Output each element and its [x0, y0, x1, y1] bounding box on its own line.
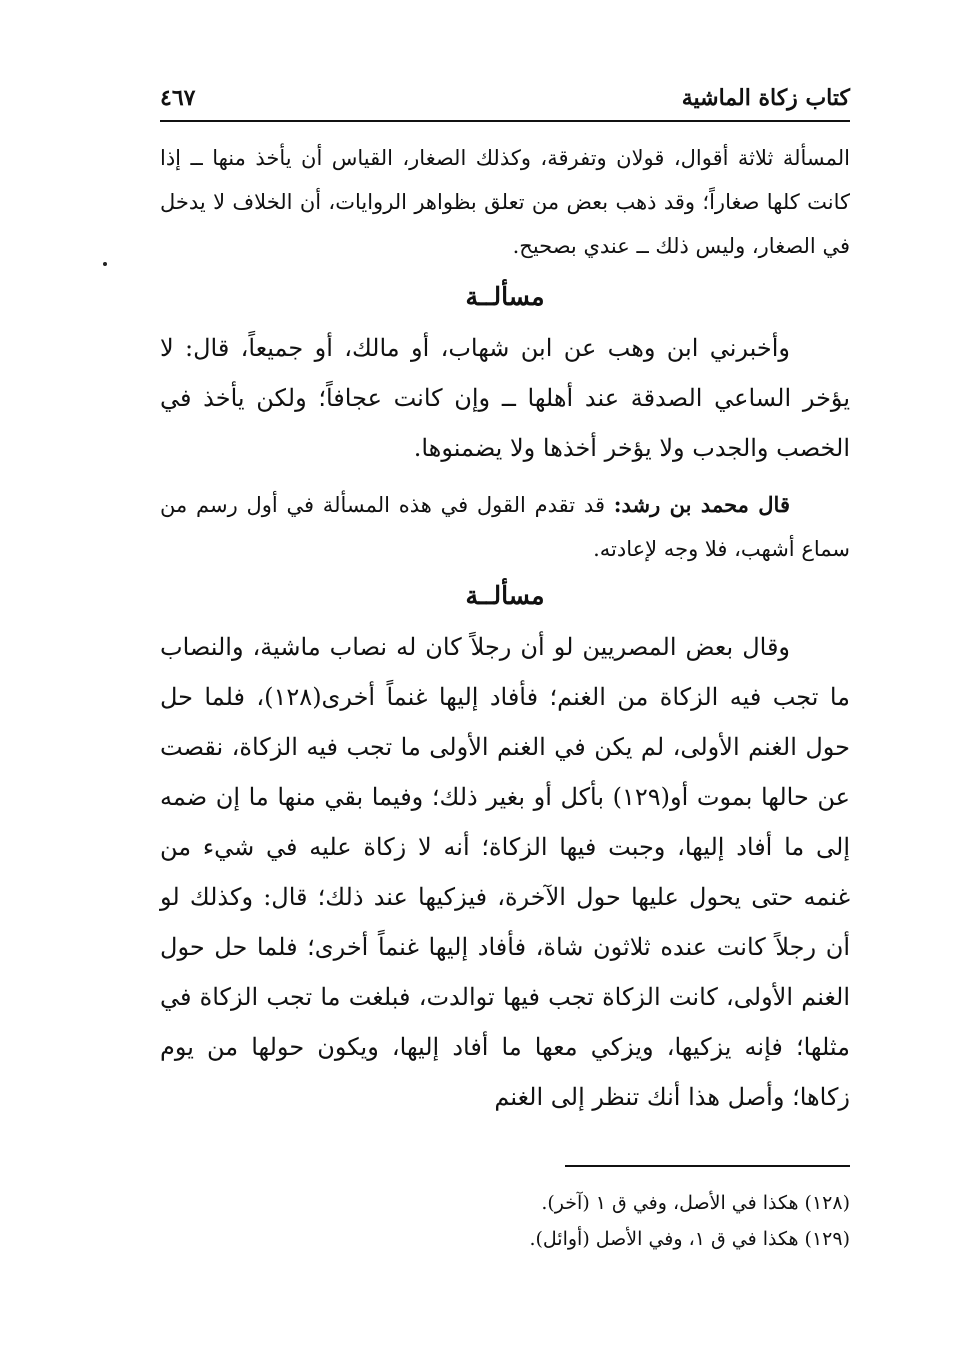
footnotes [160, 1185, 850, 1257]
section-heading: مسألــة [465, 282, 545, 311]
paragraph-narration: وأخبرني ابن وهب عن ابن شهاب، أو مالك، أو جميعاً، قال: لا يؤخر الساعي الصدقة عند أهلها ــ وإن كانت عجافاً؛ ولكن يأخذ في الخصب والجدب ولا يؤخر أخذها ولا يضمنوها. [160, 334, 850, 462]
running-title: كتاب زكاة الماشية [681, 85, 850, 111]
section-heading: مسألــة [465, 581, 545, 610]
paragraph-continuation: المسألة ثلاثة أقوال، قولان وتفرقة، وكذلك الصغار، القياس أن يأخذ منها ــ إذا كانت كلها صغاراً؛ وقد ذهب بعض من تعلق بظواهر الروايات، أن الخلاف لا يدخل في الصغار، وليس ذلك ــ عندي بصحيح. [160, 146, 850, 258]
page-header [160, 78, 850, 118]
footnote-129: (١٢٩) هكذا في ق ١، وفي الأصل (أوائل). [529, 1228, 850, 1250]
page-number: ٤٦٧ [160, 85, 196, 111]
footnote-rule [565, 1165, 850, 1167]
paragraph-commentary [160, 483, 850, 571]
header-rule [160, 120, 850, 122]
margin-dot [103, 262, 107, 266]
footnote-128: (١٢٨) هكذا في الأصل، وفي ق ١ (آخر). [541, 1192, 850, 1214]
page-body [160, 136, 850, 1122]
commentary-lead: قال محمد بن رشد: [613, 492, 790, 517]
commentary-text: قد تقدم القول في هذه المسألة في أول رسم من سماع أشهب، فلا وجه لإعادته. [160, 493, 850, 561]
paragraph-main: وقال بعض المصريين لو أن رجلاً كان له نصاب ماشية، والنصاب ما تجب فيه الزكاة من الغنم؛ فأفاد إليها غنماً أخرى(١٢٨)، فلما حل حول الغنم الأولى، لم يكن في الغنم الأولى ما تجب فيه الزكاة، نقصت عن حالها بموت أو(١٢٩) بأكل أو بغير ذلك؛ وفيما بقي منها ما إن ضمه إلى ما أفاد إليها، وجبت فيها الزكاة؛ أنه لا زكاة عليه في شيء من غنمه حتى يحول عليها حول الآخرة، فيزكيها عند ذلك؛ قال: وكذلك لو أن رجلاً كانت عنده ثلاثون شاة، فأفاد إليها غنماً أخرى؛ فلما حل حول الغنم الأولى، كانت الزكاة تجب فيها توالدت، فبلغت ما تجب الزكاة في مثلها؛ فإنه يزكيها، ويزكي معها ما أفاد إليها، ويكون حولها من يوم زكاها؛ وأصل هذا أنك تنظر إلى الغنم [160, 633, 851, 1111]
